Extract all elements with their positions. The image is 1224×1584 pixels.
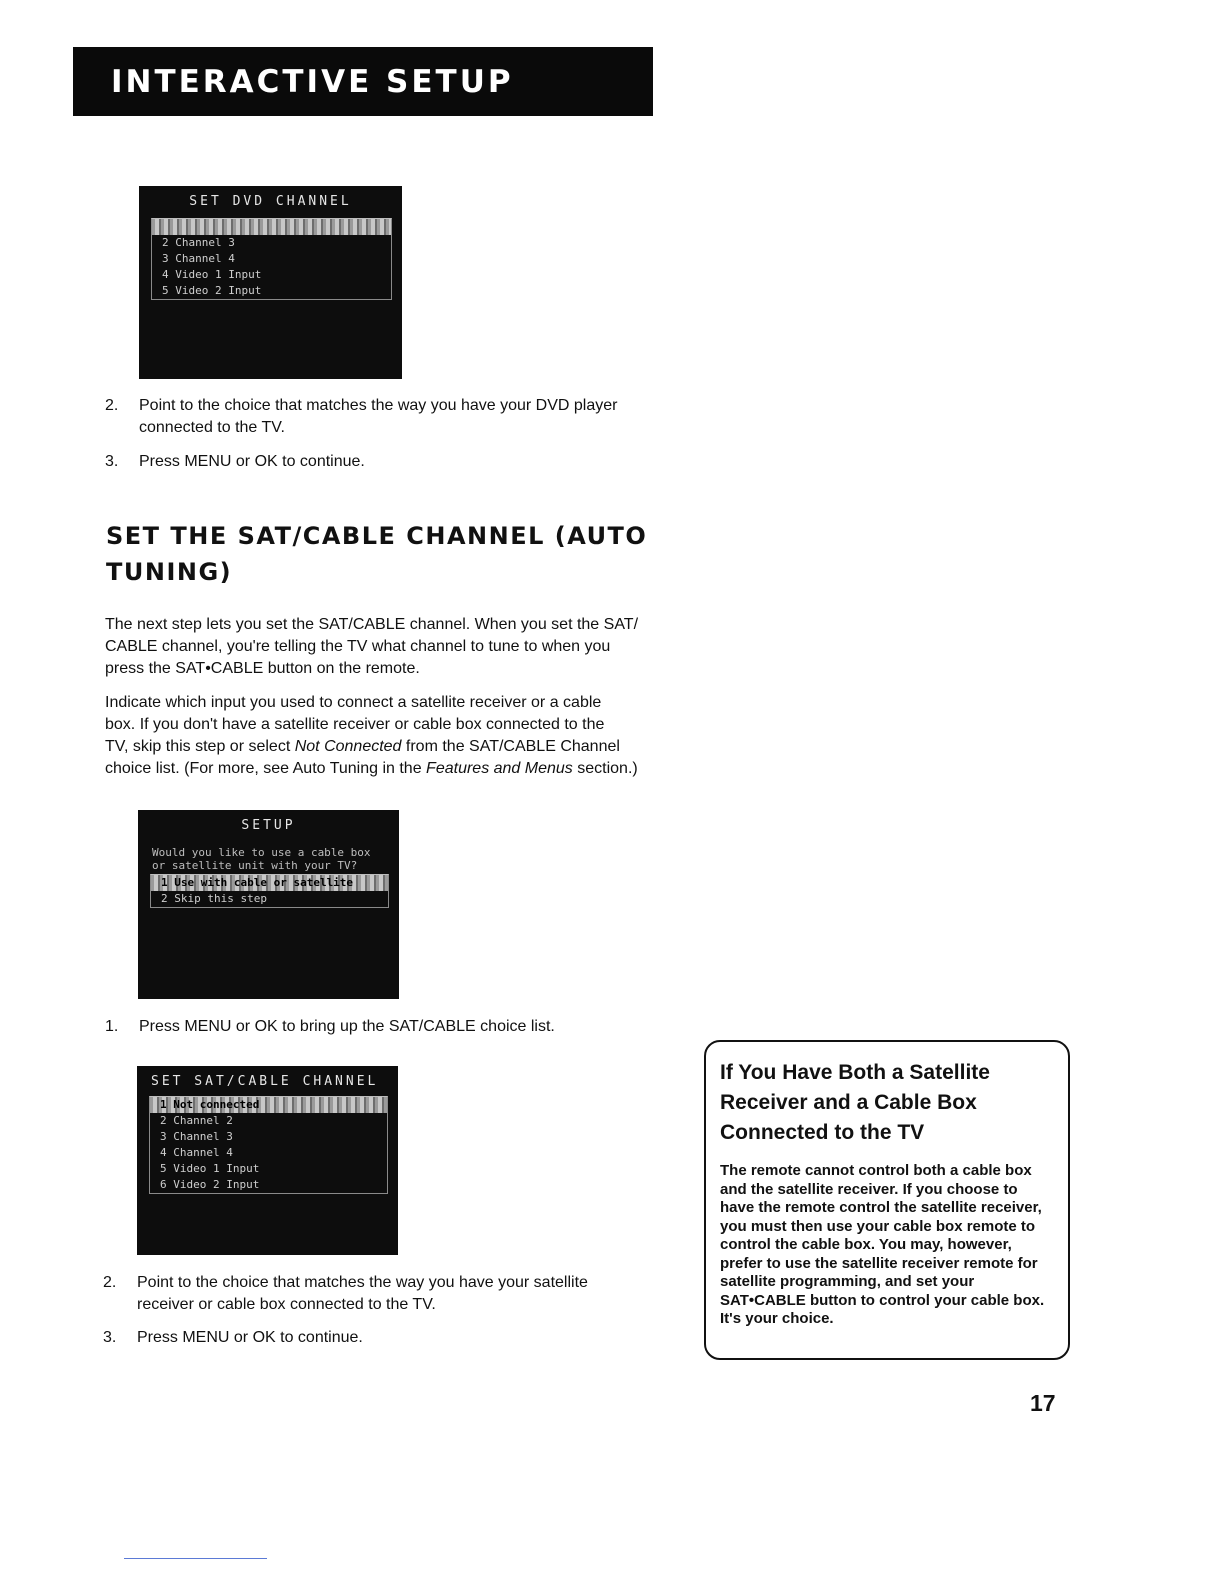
option-list	[149, 1096, 388, 1194]
option: 4 Video 1 Input	[162, 268, 262, 281]
header-title: INTERACTIVE SETUP	[111, 63, 514, 100]
option: 2 Channel 3	[162, 236, 235, 249]
step-number: 2.	[105, 397, 119, 414]
option: 3 Channel 3	[160, 1130, 233, 1143]
screen-title: SET DVD CHANNEL	[189, 194, 352, 209]
callout-title: If You Have Both a Satellite Receiver and a Cable Box Connected to the TV	[720, 1061, 990, 1144]
tip-callout	[704, 1040, 1070, 1360]
emphasis: Not Connected	[294, 738, 402, 755]
step-item	[105, 451, 705, 473]
step-text-line: receiver or cable box connected to the TV.	[137, 1296, 436, 1313]
page-number: 17	[1030, 1390, 1056, 1416]
option: 5 Video 2 Input	[162, 284, 262, 297]
step-item	[105, 395, 705, 441]
callout-body: The remote cannot control both a cable box and the satellite receiver. If you choose to have the remote control the satellite receiver, you must then use your cable box remote to control the cable box. You may, however, prefer to use the satellite receiver remote for satellite programming, and set your SAT•CABLE button to control your cable box. It's your choice.	[720, 1162, 1045, 1327]
emphasis: Features and Menus	[426, 760, 573, 777]
option: 3 Channel 4	[162, 252, 235, 265]
screen-title: SET SAT/CABLE CHANNEL	[151, 1074, 379, 1089]
option: 4 Channel 4	[160, 1146, 233, 1159]
screen-question: Would you like to use a cable box or satellite unit with your TV?	[152, 846, 371, 872]
step-text-line: Press MENU or OK to continue.	[137, 1329, 363, 1346]
screen-title: SETUP	[241, 818, 296, 833]
tv-screen-satcable-channel	[137, 1066, 398, 1255]
text-line: box. If you don't have a satellite receiver or cable box connected to the	[105, 716, 605, 733]
option: 2 Skip this step	[161, 892, 267, 905]
text-line: Indicate which input you used to connect a satellite receiver or a cable	[105, 694, 602, 711]
option: 5 Video 1 Input	[160, 1162, 260, 1175]
step-text-line: Point to the choice that matches the way you have your DVD player	[139, 397, 618, 414]
option-selected: 1 Use with cable or satellite	[151, 875, 388, 891]
option-list	[150, 874, 389, 908]
step-item	[103, 1327, 703, 1349]
option-selected: 1 Not connected	[150, 1097, 387, 1113]
step-number: 3.	[105, 453, 119, 470]
step-text-line: Press MENU or OK to continue.	[139, 453, 365, 470]
tv-screen-setup	[138, 810, 399, 999]
option: 2 Channel 2	[160, 1114, 233, 1127]
instruction-paragraph	[105, 692, 690, 780]
step-text-line: connected to the TV.	[139, 419, 285, 436]
section-title: SET THE SAT/CABLE CHANNEL (AUTO TUNING)	[106, 522, 648, 586]
option: 6 Video 2 Input	[160, 1178, 260, 1191]
tv-screen-dvd-channel	[139, 186, 402, 379]
step-number: 3.	[103, 1329, 117, 1346]
section-header	[73, 47, 653, 116]
step-text-line: Point to the choice that matches the way you have your satellite	[137, 1274, 588, 1291]
intro-paragraph	[105, 614, 690, 680]
text-line: CABLE channel, you're telling the TV what channel to tune to when you	[105, 638, 611, 655]
option-selected	[152, 219, 391, 235]
text-line: The next step lets you set the SAT/CABLE channel. When you set the SAT/	[105, 616, 639, 633]
step-number: 1.	[105, 1018, 119, 1035]
step-text-line: Press MENU or OK to bring up the SAT/CABLE choice list.	[139, 1018, 555, 1035]
step-item	[103, 1272, 703, 1318]
text-line: press the SAT•CABLE button on the remote.	[105, 660, 420, 677]
step-number: 2.	[103, 1274, 117, 1291]
step-item	[105, 1016, 705, 1038]
text-line: TV, skip this step or select Not Connected from the SAT/CABLE Channel	[105, 738, 620, 755]
divider	[124, 1558, 267, 1559]
option-list	[151, 218, 392, 300]
text-line: choice list. (For more, see Auto Tuning in the Features and Menus section.)	[105, 760, 638, 777]
